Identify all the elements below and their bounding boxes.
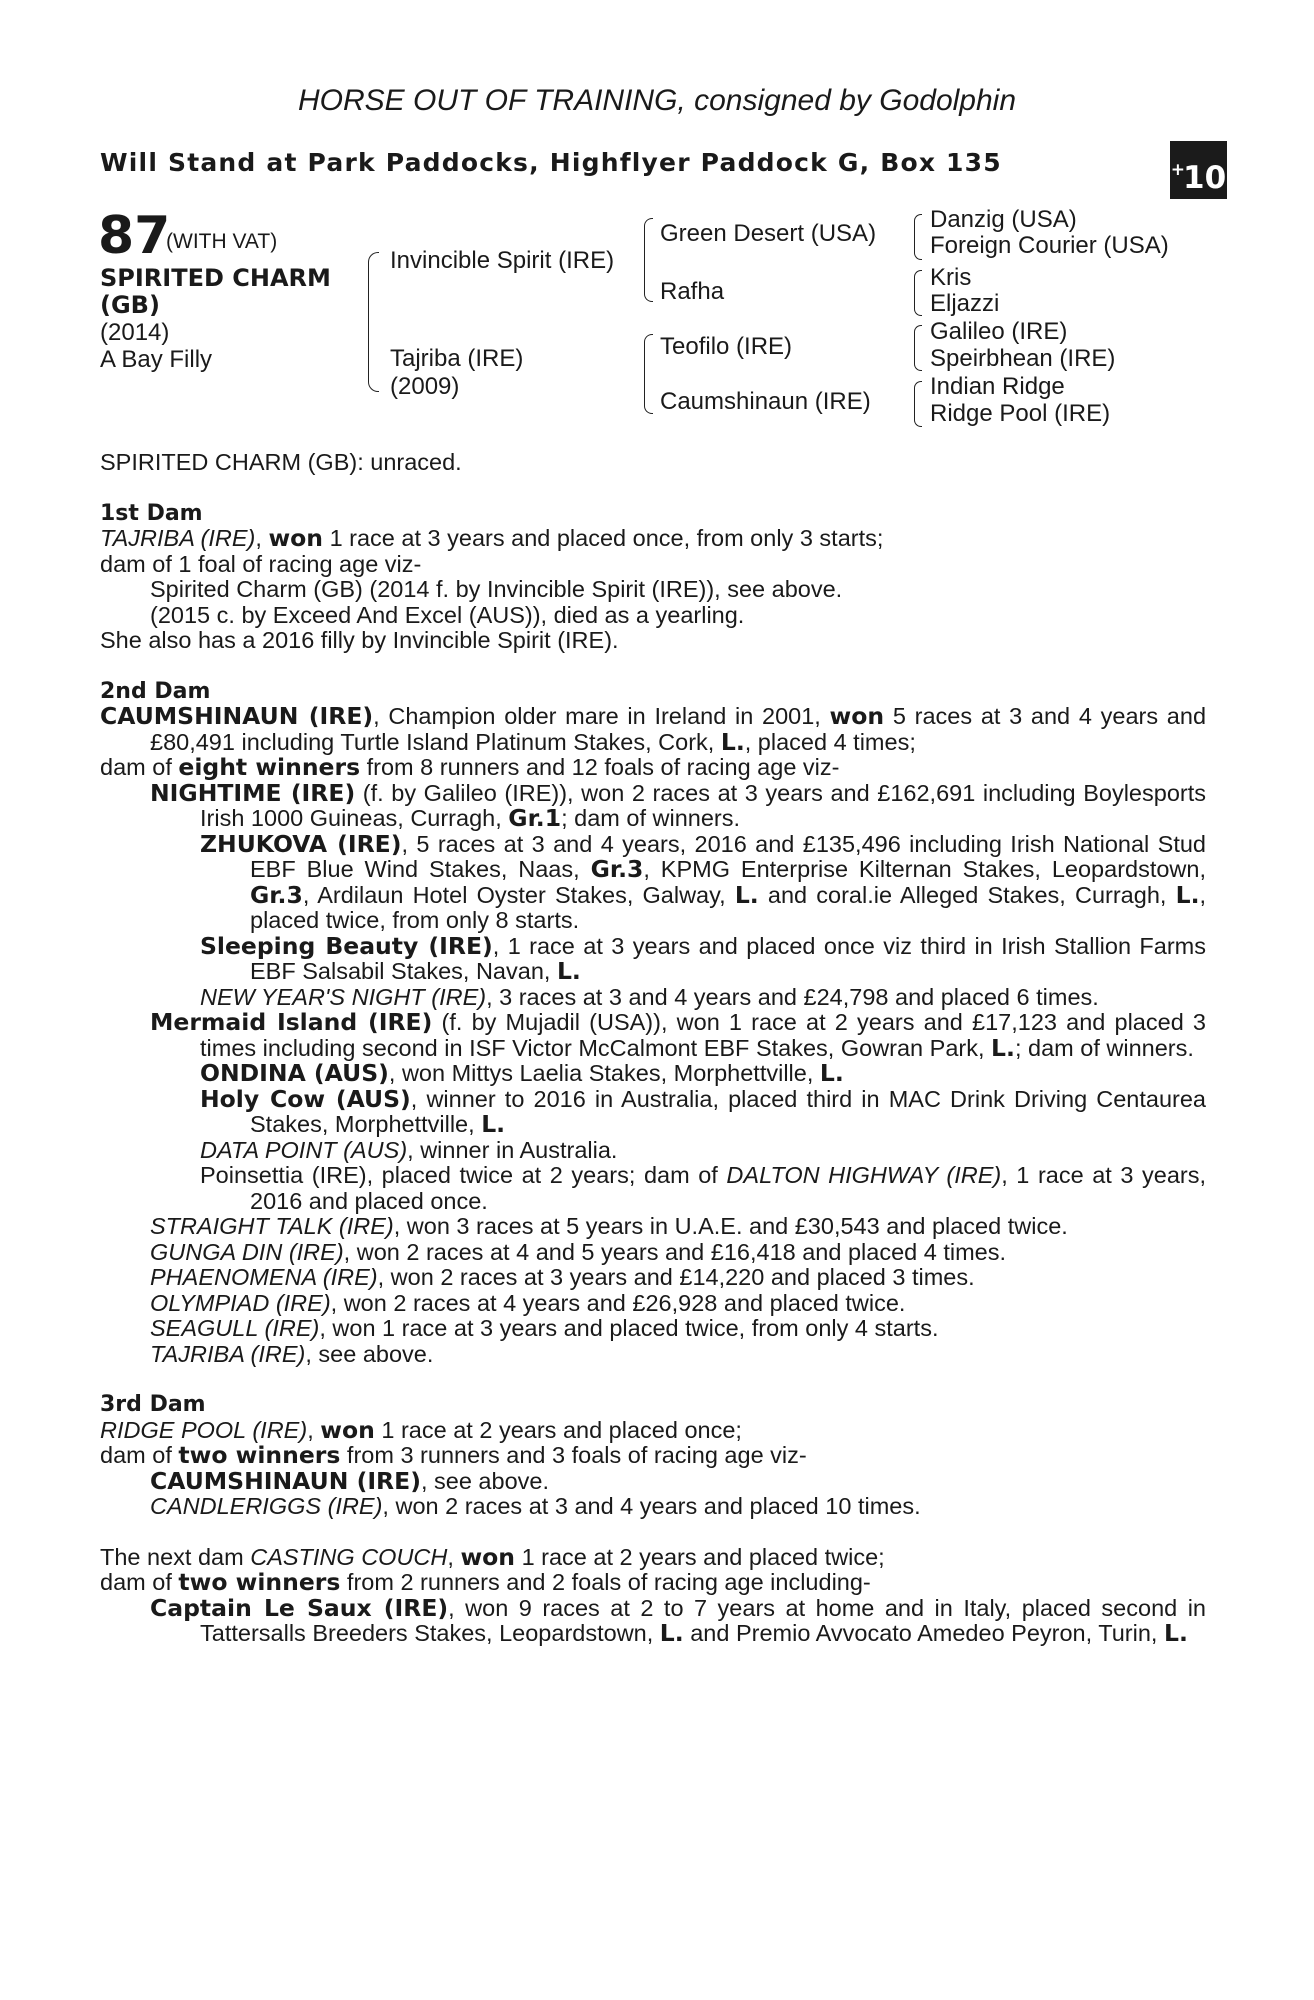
data-t1: , winner in Australia. xyxy=(407,1136,618,1163)
two-winners: two winners xyxy=(178,1568,341,1596)
first-dam-progeny-2: (2015 c. by Exceed And Excel (AUS)), died as a yearling. xyxy=(150,601,745,628)
progeny-nightime xyxy=(100,778,1206,832)
holy-t1: , winner to 2016 in Australia, placed third in MAC Drink Driving Centaurea Stakes, Morphettville, xyxy=(250,1085,1206,1137)
stand-location: Will Stand at Park Paddocks, Highflyer Paddock G, Box 135 xyxy=(100,148,1002,177)
vat-note: (WITH VAT) xyxy=(166,230,278,253)
gunga-t1: , won 2 races at 4 and 5 years and £16,418 and placed 4 times. xyxy=(343,1238,1007,1265)
progeny-gunga-din xyxy=(100,1240,1206,1266)
nightime-t1: (f. by Galileo (IRE)), won 2 races at 3 years and £162,691 including Boylesports Irish 1000 Guineas, Curragh, xyxy=(200,779,1206,831)
listed-label: L. xyxy=(720,727,745,756)
catalogue-body xyxy=(100,450,1206,1647)
first-dam-name: TAJRIBA (IRE) xyxy=(100,525,256,551)
captain-t2: and Premio Avvocato Amedeo Peyron, Turin, xyxy=(690,1620,1158,1646)
olym-t1: , won 2 races at 4 years and £26,928 and placed twice. xyxy=(330,1289,906,1316)
listed-label: L. xyxy=(481,1110,506,1138)
second-dam-t3: , placed 4 times; xyxy=(744,728,916,755)
zhukova-t3: , Ardilaun Hotel Oyster Stakes, Galway, xyxy=(302,881,726,908)
poin-name: DALTON HIGHWAY (IRE) xyxy=(726,1162,1002,1188)
holy-name: Holy Cow (AUS) xyxy=(200,1084,411,1113)
pedigree-sire-sire: Green Desert (USA) xyxy=(660,220,877,247)
horse-description: A Bay Filly xyxy=(100,346,213,373)
pedigree-bracket-3b xyxy=(914,270,922,316)
tajriba-t1: , see above. xyxy=(305,1340,434,1367)
pedigree-bracket-2b xyxy=(644,334,653,414)
poin-t2: , 1 race at 3 years, 2016 and placed once. xyxy=(250,1162,1207,1214)
cand-t1: , won 2 races at 3 and 4 years and placed 10 times. xyxy=(382,1493,921,1519)
second-dam-t2: 5 races at 3 and 4 years and £80,491 including Turtle Island Platinum Stakes, Cork, xyxy=(150,703,1207,755)
lot-number: 87 xyxy=(98,206,171,266)
first-dam-heading: 1st Dam xyxy=(100,500,203,526)
seagull-name: SEAGULL (IRE) xyxy=(150,1315,320,1341)
newyear-t1: , 3 races at 3 and 4 years and £24,798 and placed 6 times. xyxy=(486,983,1099,1010)
progeny-sleeping-beauty xyxy=(100,931,1207,985)
next-dam-t1: , xyxy=(447,1543,454,1570)
summary: SPIRITED CHARM (GB): unraced. xyxy=(100,449,462,475)
pedigree-dsd: Speirbhean (IRE) xyxy=(930,345,1116,372)
tajriba-name: TAJRIBA (IRE) xyxy=(150,1340,306,1367)
captain-name: Captain Le Saux (IRE) xyxy=(150,1593,449,1622)
zhukova-t5: , placed twice, from only 8 starts. xyxy=(250,881,1207,933)
progeny-seagull xyxy=(100,1316,1206,1342)
listed-label: L. xyxy=(819,1059,844,1087)
pedigree-dam-year: (2009) xyxy=(390,373,460,400)
cand-name: CANDLERIGGS (IRE) xyxy=(150,1493,383,1519)
straight-name: STRAIGHT TALK (IRE) xyxy=(150,1213,394,1239)
pedigree-dam: Tajriba (IRE) xyxy=(390,345,524,372)
third-dam-name: RIDGE POOL (IRE) xyxy=(100,1416,308,1443)
progeny-holy-cow xyxy=(100,1084,1206,1138)
dam-of-label: dam of xyxy=(100,754,172,780)
seagull-t1: , won 1 race at 3 years and placed twice, from only 4 starts. xyxy=(319,1315,939,1341)
mermaid-t2: ; dam of winners. xyxy=(1014,1034,1194,1061)
mermaid-t1: (f. by Mujadil (USA)), won 1 race at 2 years and £17,123 and placed 3 times including second in ISF Victor McCalmont EBF Stakes, Gowran Park, xyxy=(200,1009,1207,1061)
pedigree-sss: Danzig (USA) xyxy=(930,206,1077,233)
eight-winners: eight winners xyxy=(178,753,361,781)
progeny-mermaid-island xyxy=(100,1010,1206,1061)
listed-label: L. xyxy=(556,957,581,985)
first-dam-progeny-1: Spirited Charm (GB) (2014 f. by Invincible Spirit (IRE)), see above. xyxy=(150,576,843,602)
horse-name-line1: SPIRITED CHARM xyxy=(100,264,331,292)
first-dam-line: TAJRIBA (IRE), won 1 race at 3 years and placed once, from only 3 starts; xyxy=(100,524,884,552)
nightime-name: NIGHTIME (IRE) xyxy=(150,778,356,807)
pedigree-bracket-2a xyxy=(644,218,653,302)
second-dam-t1: , Champion older mare in Ireland in 2001, xyxy=(373,703,821,729)
first-dam-text: 1 race at 3 years and placed once, from only 3 starts; xyxy=(329,525,884,551)
consignment-heading: HORSE OUT OF TRAINING, consigned by Godolphin xyxy=(297,84,1017,117)
listed-label: L. xyxy=(1175,880,1200,909)
pedigree-dss: Galileo (IRE) xyxy=(930,318,1068,345)
caum-name: CAUMSHINAUN (IRE) xyxy=(150,1466,421,1495)
dam-of-label: dam of xyxy=(100,1569,172,1595)
badge-number: 10 xyxy=(1183,160,1227,196)
progeny-captain-le-saux xyxy=(100,1593,1206,1647)
captain-t1: , won 9 races at 2 to 7 years at home and in Italy, placed second in Tattersalls Breeders Stakes, Leopardstown, xyxy=(200,1594,1206,1646)
gunga-name: GUNGA DIN (IRE) xyxy=(150,1238,344,1265)
pedigree-ddd: Ridge Pool (IRE) xyxy=(930,400,1111,427)
won-label: won xyxy=(268,524,324,552)
dam-of-rest: from 3 runners and 3 foals of racing age viz- xyxy=(346,1442,807,1468)
caum-t1: , see above. xyxy=(420,1467,549,1494)
zhukova-t1: , 5 races at 3 and 4 years, 2016 and £135,496 including Irish National Stud EBF Blue Wind Stakes, Naas, xyxy=(250,830,1207,882)
progeny-caumshinaun xyxy=(100,1466,1206,1495)
pedigree-sire: Invincible Spirit (IRE) xyxy=(390,247,615,274)
pedigree-bracket-3d xyxy=(914,381,922,427)
pedigree-sire-dam: Rafha xyxy=(660,278,725,305)
pedigree-ssd: Foreign Courier (USA) xyxy=(930,232,1169,259)
listed-label: L. xyxy=(734,880,759,909)
progeny-data-point xyxy=(100,1138,1206,1164)
first-dam-note: She also has a 2016 filly by Invincible Spirit (IRE). xyxy=(100,627,619,653)
group3-label: Gr.3 xyxy=(590,855,644,883)
third-dam-heading: 3rd Dam xyxy=(100,1392,206,1417)
next-dam-name: CASTING COUCH xyxy=(250,1543,448,1570)
ondina-name: ONDINA (AUS) xyxy=(200,1059,389,1087)
progeny-olympiad xyxy=(100,1291,1206,1317)
group3-label: Gr.3 xyxy=(250,880,303,909)
horse-year: (2014) xyxy=(100,319,170,346)
data-name: DATA POINT (AUS) xyxy=(200,1136,408,1163)
badge-plus: + xyxy=(1170,160,1186,180)
second-dam-name: CAUMSHINAUN (IRE) xyxy=(100,702,374,730)
dam-of-label: dam of xyxy=(100,1442,172,1468)
progeny-straight-talk xyxy=(100,1214,1206,1240)
pedigree-sds: Kris xyxy=(930,264,972,291)
won-label: won xyxy=(829,702,885,730)
pedigree-dam-sire: Teofilo (IRE) xyxy=(660,333,793,360)
second-dam-heading: 2nd Dam xyxy=(100,678,211,704)
second-dam-line xyxy=(100,704,1206,755)
progeny-tajriba xyxy=(100,1342,1206,1368)
second-dam-progeny-intro xyxy=(100,755,1206,781)
third-dam-line: RIDGE POOL (IRE), won 1 race at 2 years and placed once; xyxy=(100,1415,742,1444)
mermaid-name: Mermaid Island (IRE) xyxy=(150,1008,433,1036)
progeny-ondina xyxy=(100,1061,1206,1087)
sleeping-name: Sleeping Beauty (IRE) xyxy=(200,931,493,960)
next-dam-progeny-intro xyxy=(100,1570,1206,1596)
progeny-poinsettia xyxy=(100,1163,1206,1214)
phaen-name: PHAENOMENA (IRE) xyxy=(150,1264,378,1290)
pedigree-bracket-1 xyxy=(368,252,379,392)
poin-t1: Poinsettia (IRE), placed twice at 2 years; dam of xyxy=(200,1162,718,1188)
next-dam-line xyxy=(100,1542,1206,1571)
next-dam-t2: 1 race at 2 years and placed twice; xyxy=(521,1543,885,1570)
zhukova-t4: and coral.ie Alleged Stakes, Curragh, xyxy=(767,881,1167,908)
zhukova-name: ZHUKOVA (IRE) xyxy=(200,829,402,858)
pedigree-dam-dam: Caumshinaun (IRE) xyxy=(660,388,871,415)
sleeping-t1: , 1 race at 3 years and placed once viz third in Irish Stallion Farms EBF Salsabil Stakes, Navan, xyxy=(250,932,1207,984)
ondina-t1: , won Mittys Laelia Stakes, Morphettville, xyxy=(388,1060,814,1086)
dam-of-rest: from 2 runners and 2 foals of racing age including- xyxy=(346,1569,871,1595)
pedigree-sdd: Eljazzi xyxy=(930,290,1000,317)
dam-of-rest: from 8 runners and 12 foals of racing age viz- xyxy=(366,754,840,780)
third-dam-t1: 1 race at 2 years and placed once; xyxy=(381,1416,742,1443)
group1-label: Gr.1 xyxy=(508,804,562,832)
next-dam-t0: The next dam xyxy=(100,1543,244,1570)
nightime-t2: ; dam of winners. xyxy=(561,805,741,831)
won-label: won xyxy=(320,1415,375,1444)
straight-t1: , won 3 races at 5 years in U.A.E. and £30,543 and placed twice. xyxy=(393,1213,1068,1239)
newyear-name: NEW YEAR'S NIGHT (IRE) xyxy=(200,983,487,1010)
progeny-new-years-night xyxy=(100,985,1206,1011)
first-dam-progeny-intro: dam of 1 foal of racing age viz- xyxy=(100,550,422,577)
listed-label: L. xyxy=(1164,1619,1188,1647)
vat-badge xyxy=(1170,141,1227,199)
progeny-candleriggs xyxy=(100,1494,1206,1520)
pedigree-dds: Indian Ridge xyxy=(930,373,1065,400)
olym-name: OLYMPIAD (IRE) xyxy=(150,1289,331,1316)
horse-name-line2: (GB) xyxy=(100,291,160,319)
zhukova-t2: , KPMG Enterprise Kilternan Stakes, Leopardstown, xyxy=(643,856,1207,882)
pedigree-bracket-3a xyxy=(914,214,922,260)
third-dam-progeny-intro xyxy=(100,1443,1206,1469)
two-winners: two winners xyxy=(178,1441,341,1469)
won-label: won xyxy=(460,1542,516,1571)
listed-label: L. xyxy=(991,1033,1015,1062)
phaen-t1: , won 2 races at 3 years and £14,220 and placed 3 times. xyxy=(377,1264,975,1290)
progeny-zhukova xyxy=(100,829,1207,934)
pedigree-bracket-3c xyxy=(914,325,922,371)
progeny-phaenomena xyxy=(100,1265,1206,1291)
listed-label: L. xyxy=(659,1619,684,1647)
